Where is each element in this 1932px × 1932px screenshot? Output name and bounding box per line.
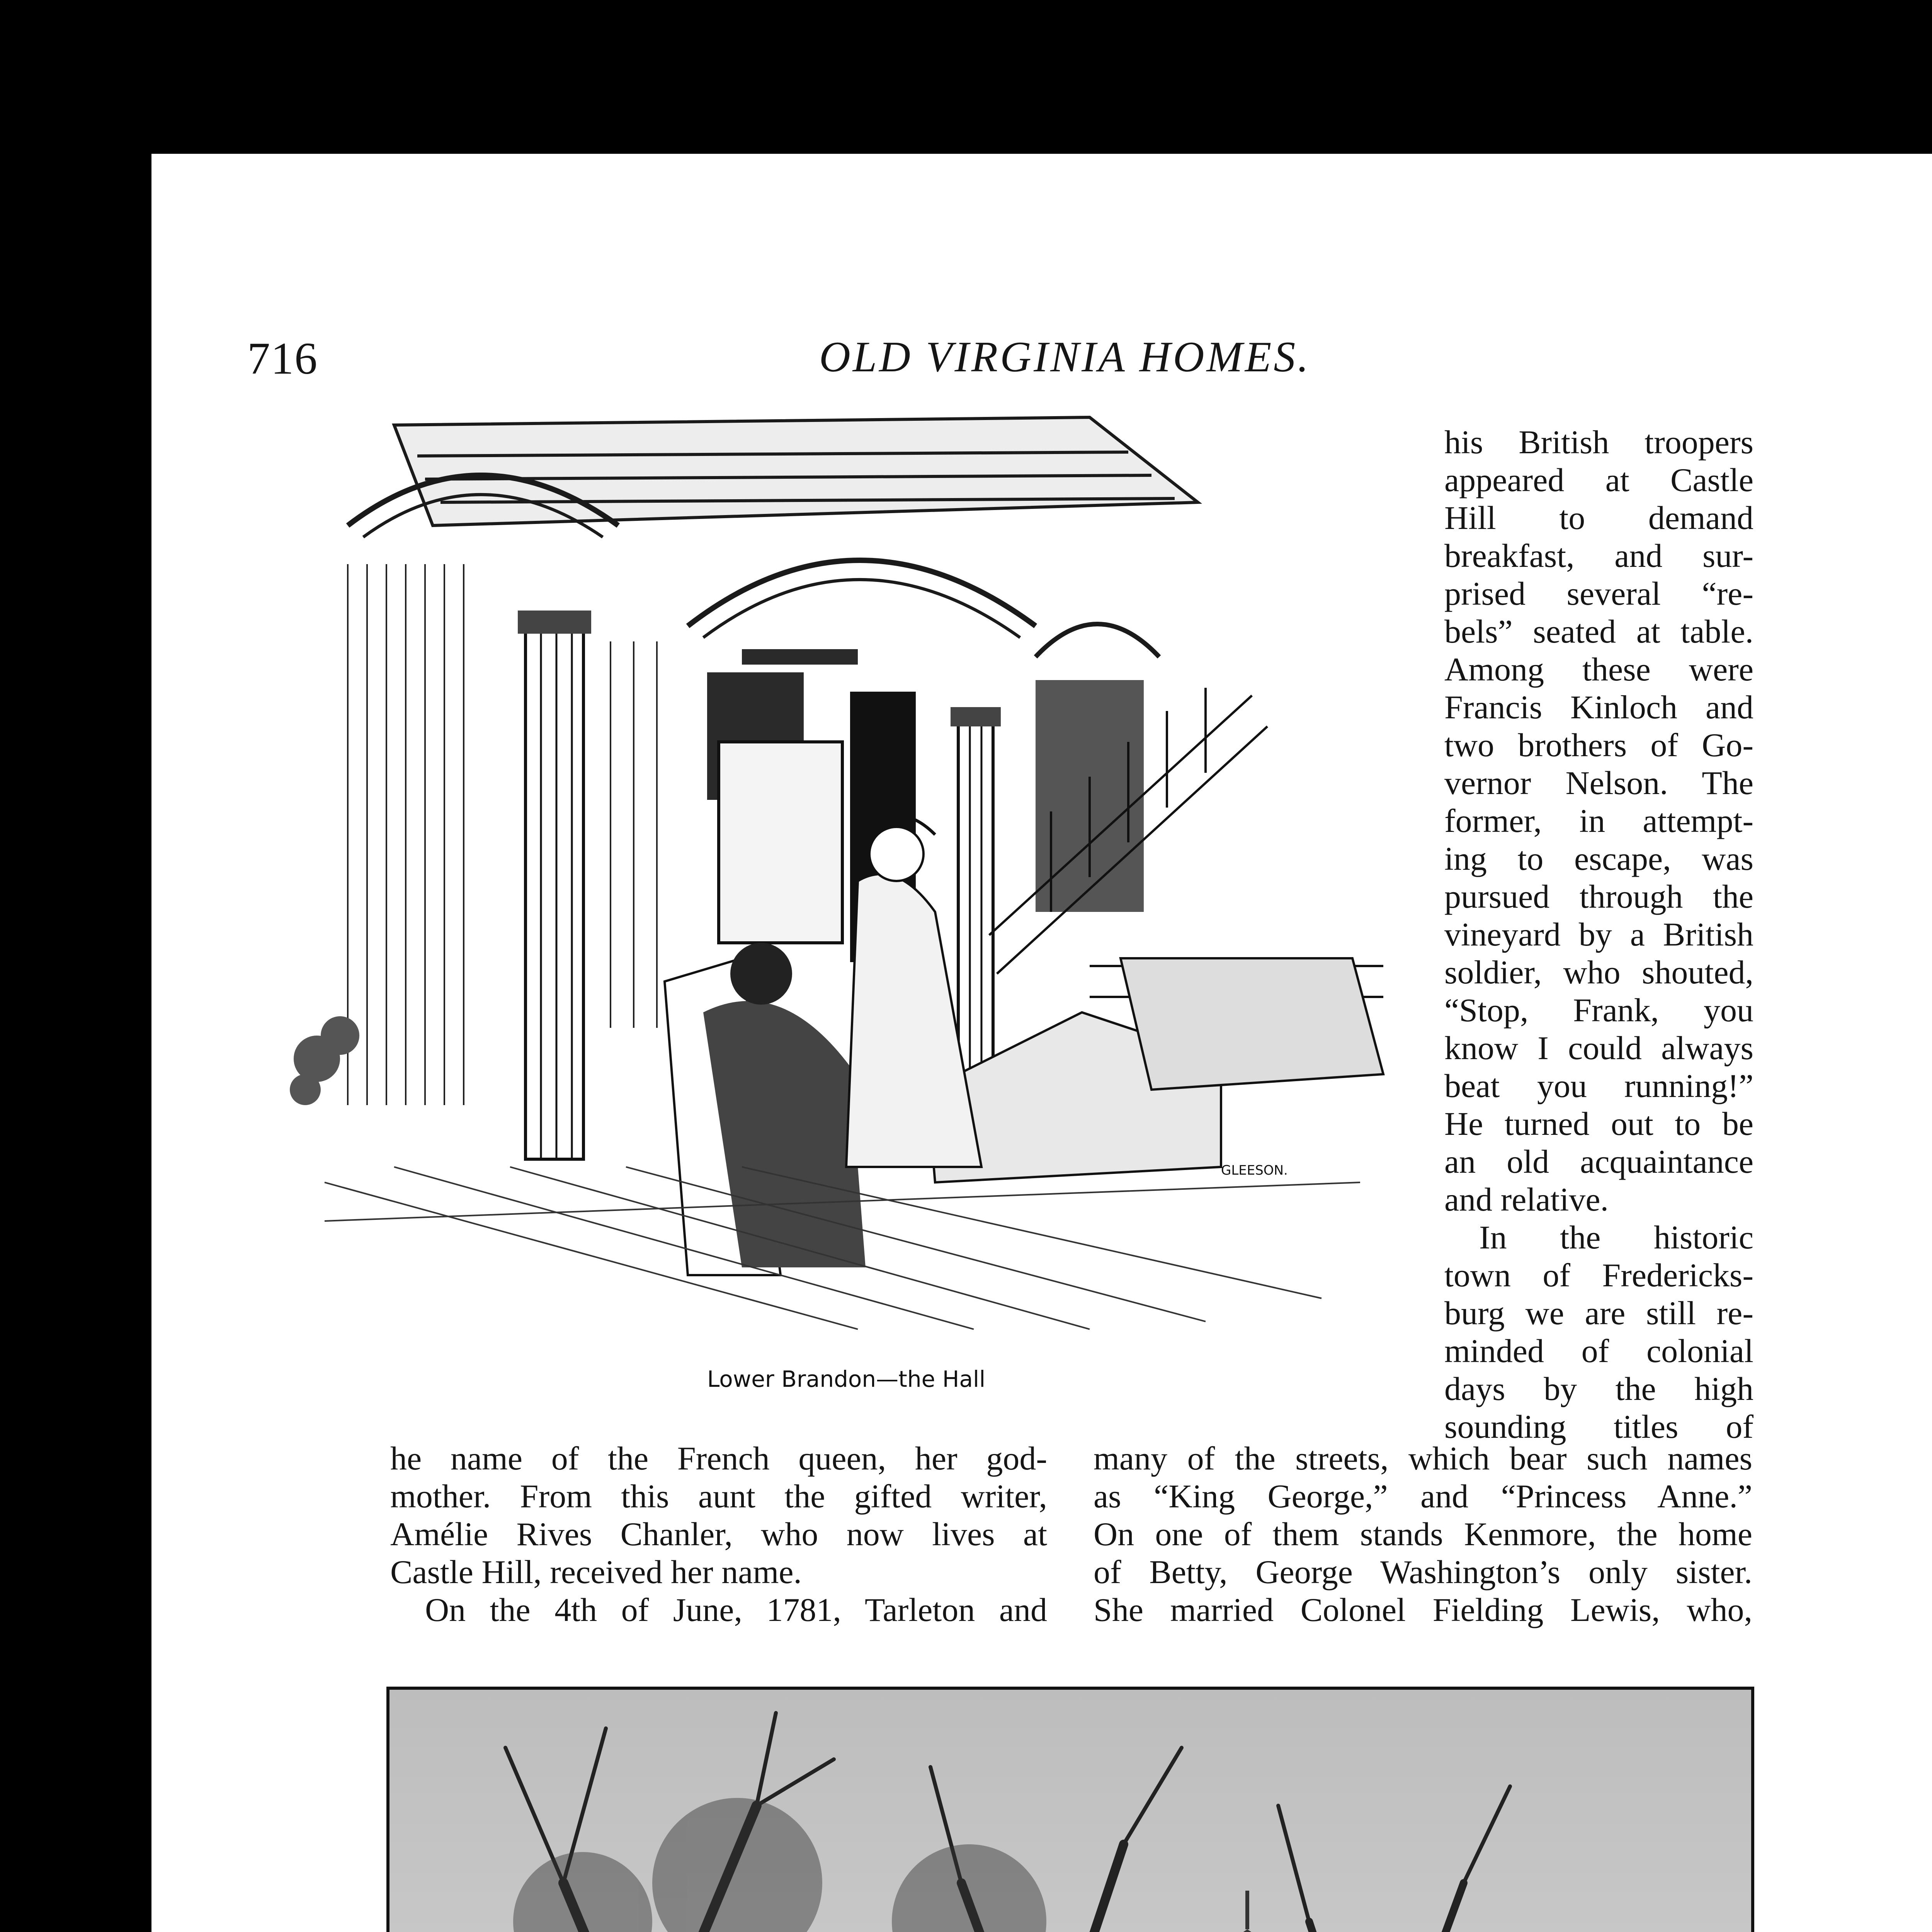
text-line: former, in attempt-: [1444, 802, 1753, 839]
text-line: In the historic: [1479, 1219, 1753, 1256]
text-line: She married Colonel Fielding Lewis, who,: [1094, 1591, 1752, 1628]
text-line: know I could always: [1444, 1029, 1753, 1066]
bottom-right-column-text: [1094, 1439, 1752, 1629]
text-line: appeared at Castle: [1444, 461, 1753, 498]
mount-vernon-photograph: [386, 1687, 1754, 1932]
running-head: OLD VIRGINIA HOMES.: [819, 333, 1311, 381]
right-column-text: [1444, 423, 1753, 1446]
text-line: “Stop, Frank, you: [1444, 992, 1753, 1029]
text-line: minded of colonial: [1444, 1332, 1753, 1369]
text-line: vineyard by a British: [1444, 916, 1753, 953]
text-line: two brothers of Go-: [1444, 726, 1753, 764]
text-line: prised several “re-: [1444, 575, 1753, 612]
hall-caption: Lower Brandon—the Hall: [707, 1366, 986, 1392]
text-line: Francis Kinloch and: [1444, 689, 1753, 726]
text-line: Amélie Rives Chanler, who now lives at: [390, 1515, 1047, 1553]
text-line: vernor Nelson. The: [1444, 764, 1753, 801]
text-line: town of Fredericks-: [1444, 1257, 1753, 1294]
text-line: burg we are still re-: [1444, 1294, 1753, 1332]
text-line: pursued through the: [1444, 878, 1753, 915]
text-line: Castle Hill, received her name.: [390, 1553, 802, 1590]
page-number: 716: [247, 333, 318, 384]
text-line: days by the high: [1444, 1370, 1753, 1407]
text-line: Hill to demand: [1444, 499, 1753, 536]
text-line: bels” seated at table.: [1444, 613, 1753, 650]
left-column-text: [390, 1439, 1047, 1629]
text-line: and relative.: [1444, 1181, 1609, 1218]
text-line: He turned out to be: [1444, 1105, 1753, 1142]
text-line: soldier, who shouted,: [1444, 954, 1753, 991]
text-line: ing to escape, was: [1444, 840, 1753, 877]
text-line: his British troopers: [1444, 423, 1753, 461]
text-line: On the 4th of June, 1781, Tarleton and: [425, 1591, 1047, 1628]
mount-vernon-image: [389, 1690, 1751, 1932]
text-line: Among these were: [1444, 651, 1753, 688]
text-line: mother. From this aunt the gifted writer,: [390, 1478, 1047, 1515]
text-line: as “King George,” and “Princess Anne.”: [1094, 1478, 1752, 1515]
text-line: breakfast, and sur-: [1444, 537, 1753, 574]
text-line: he name of the French queen, her god-: [390, 1440, 1047, 1477]
text-line: On one of them stands Kenmore, the home: [1094, 1515, 1752, 1553]
illustrator-signature: GLEESON.: [1221, 1163, 1288, 1178]
text-line: sounding titles of: [1444, 1408, 1753, 1445]
text-line: beat you running!”: [1444, 1067, 1753, 1104]
text-line: an old acquaintance: [1444, 1143, 1753, 1180]
text-line: many of the streets, which bear such names: [1094, 1440, 1752, 1477]
lower-brandon-hall-illustration: [278, 410, 1406, 1345]
text-line: of Betty, George Washington’s only sister.: [1094, 1553, 1752, 1590]
